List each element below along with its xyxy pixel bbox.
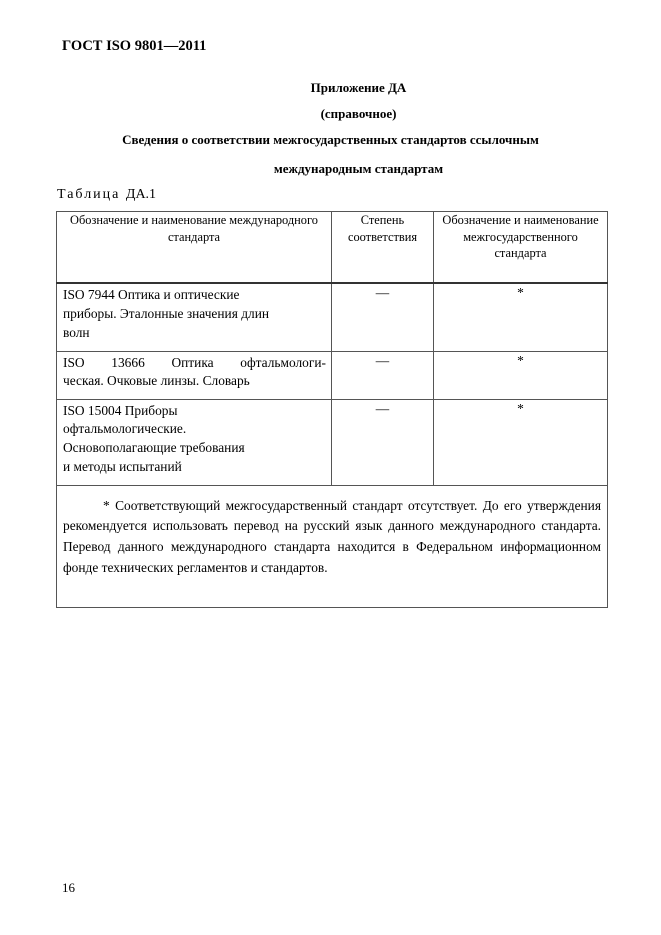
table-caption [57, 187, 156, 203]
document-code-header: ГОСТ ISO 9801—2011 [62, 38, 207, 54]
standard-name-line: и методы испытаний [63, 458, 182, 474]
table-row [57, 399, 608, 485]
page-number: 16 [62, 880, 75, 895]
table-caption-word: Таблица [57, 187, 121, 202]
standard-name-line: ческая. Очковые линзы. Словарь [63, 373, 250, 389]
annex-title-line-1: Сведения о соответствии межгосударственных стандартов ссылочным [122, 132, 539, 147]
annex-label: Приложение ДА [310, 80, 407, 95]
interstate-standard-cell: * [434, 399, 608, 485]
international-standard-cell [57, 351, 332, 399]
degree-cell: — [332, 351, 434, 399]
international-standard-cell [57, 399, 332, 485]
correspondence-table [56, 211, 608, 608]
header-interstate-standard: Обозначение и наименование межгосударственного стандарта [434, 212, 608, 284]
footnote-text: * Соответствующий межгосударственный стандарт отсутствует. До его утверждения рекомендуется использовать перевод на русский язык данного международного стандарта. Перевод данного международного стандарта находится в Федеральном информационном фонде технических регламентов и стандартов. [63, 497, 601, 575]
header-international-standard: Обозначение и наименование международного стандарта [57, 212, 332, 284]
interstate-standard-cell: * [434, 283, 608, 351]
standard-name-line: офтальмологические. [63, 421, 187, 437]
interstate-standard-cell: * [434, 351, 608, 399]
standard-name-line: ISO 13666 Оптика офтальмологи- [63, 354, 326, 370]
standard-name-line: ISO 7944 Оптика и оптические [63, 287, 240, 302]
table-footnote [57, 485, 608, 607]
annex-title-line-2: международным стандартам [273, 161, 444, 176]
international-standard-cell [57, 283, 332, 351]
standard-name-line: Основополагающие требования [63, 440, 245, 456]
degree-cell: — [332, 283, 434, 351]
table-header-row [57, 212, 608, 284]
header-degree: Степень соответствия [332, 212, 434, 284]
annex-type: (справочное) [320, 106, 397, 121]
table-row [57, 351, 608, 399]
degree-cell: — [332, 399, 434, 485]
table-row [57, 283, 608, 351]
standard-name-line: приборы. Эталонные значения длин [63, 305, 270, 321]
standard-name-line: ISO 15004 Приборы [63, 402, 178, 418]
table-caption-number: ДА.1 [125, 187, 157, 202]
standard-name-line: волн [63, 324, 90, 340]
table-note-row [57, 485, 608, 607]
